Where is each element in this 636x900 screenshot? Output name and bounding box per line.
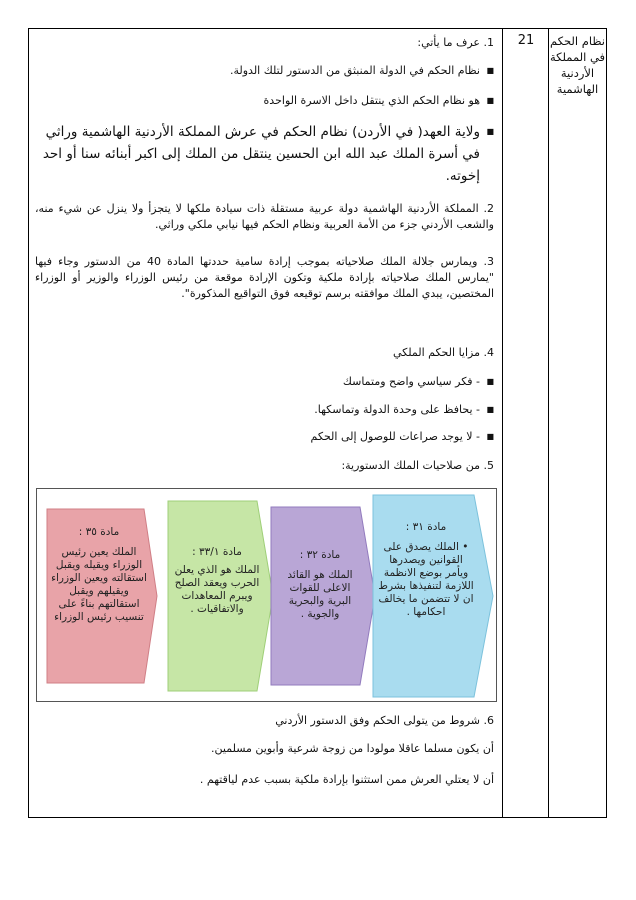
- card-article-33-1: [173, 544, 261, 616]
- card-title: مادة ٣٢ :: [299, 549, 341, 561]
- card-title: مادة ٣١ :: [405, 521, 447, 533]
- condition-line: أن لا يعتلي العرش ممن استثنوا بإرادة ملكية بسبب عدم لياقتهم .: [199, 773, 494, 786]
- card-title: مادة ٣٣/١ :: [192, 546, 242, 558]
- card-title: مادة ٣٥ :: [78, 526, 120, 538]
- section5-heading: 5. من صلاحيات الملك الدستورية:: [341, 459, 494, 472]
- powers-diagram: [36, 488, 497, 702]
- section2-text: 2. المملكة الأردنية الهاشمية دولة عربية مستقلة ذات سيادة ملكها لا يتجزأ ولا ينزل عن شيء منه، والشعب الأردني جزء من الأمة العربية ونظام الحكم فيها نيابي ملكي وراثي.: [35, 202, 494, 231]
- column-divider: [548, 29, 549, 817]
- card-article-35: [49, 524, 149, 624]
- lesson-table: [28, 28, 607, 818]
- definition-item: ■ ولاية العهد( في الأردن) نظام الحكم في عرش المملكة الأردنية الهاشمية وراثي في أسرة الملك عبد الله ابن الحسين ينتقل من الملك إلى اكبر أبنائه سنا أو احد إخوته.: [35, 121, 480, 187]
- card-article-32: [277, 547, 363, 621]
- card-article-31: [377, 519, 475, 619]
- advantage-item: ■ - لا يوجد صراعات للوصول إلى الحكم: [35, 429, 480, 445]
- content-cell: [29, 29, 502, 817]
- section4-heading: 4. مزايا الحكم الملكي: [393, 346, 494, 359]
- condition-line: أن يكون مسلما عاقلا مولودا من زوجة شرعية وأبوين مسلمين.: [211, 742, 494, 755]
- column-divider: [502, 29, 503, 817]
- card-body: الملك يعين رئيس الوزراء ويقيله ويقبل استقالته ويعين الوزراء ويقيلهم ويقبل استقالتهم بناءً على تنسيب رئيس الوزراء: [51, 546, 147, 623]
- row-number: 21: [517, 33, 535, 48]
- advantage-item: ■ - يحافظ على وحدة الدولة وتماسكها.: [35, 402, 480, 418]
- section3-text: 3. ويمارس جلالة الملك صلاحياته بموجب إرادة سامية حددتها المادة 40 من الدستور وجاء فيها "يمارس الملك صلاحياته بإرادة ملكية وتكون الإرادة موقعة من رئيس الوزراء والوزير أو الوزراء المختصين، يبدي الملك موافقته برسم توقيعه فوق التواقيع المذكورة".: [35, 255, 494, 300]
- card-body: الملك هو الذي يعلن الحرب ويعقد الصلح ويبرم المعاهدات والاتفاقيات .: [174, 564, 260, 615]
- section1-heading: 1. عرف ما يأتي:: [417, 36, 494, 49]
- definition-item: ■ نظام الحكم في الدولة المنبثق من الدستور لتلك الدولة.: [35, 63, 480, 79]
- card-body: • الملك يصدق على القوانين ويصدرها ويأمر بوضع الانظمة اللازمة لتنفيذها بشرط ان لا تتضمن ما يخالف احكامها .: [378, 541, 474, 618]
- definition-item: ■ هو نظام الحكم الذي ينتقل داخل الاسرة الواحدة: [35, 93, 480, 109]
- card-body: الملك هو القائد الاعلى للقوات البرية والبحرية والجوية .: [287, 569, 353, 620]
- section6-heading: 6. شروط من يتولى الحكم وفق الدستور الأردني: [275, 714, 494, 727]
- advantage-item: ■ - فكر سياسي واضح ومتماسك: [35, 374, 480, 390]
- topic-cell: نظام الحكم في المملكة الأردنية الهاشمية: [549, 34, 606, 96]
